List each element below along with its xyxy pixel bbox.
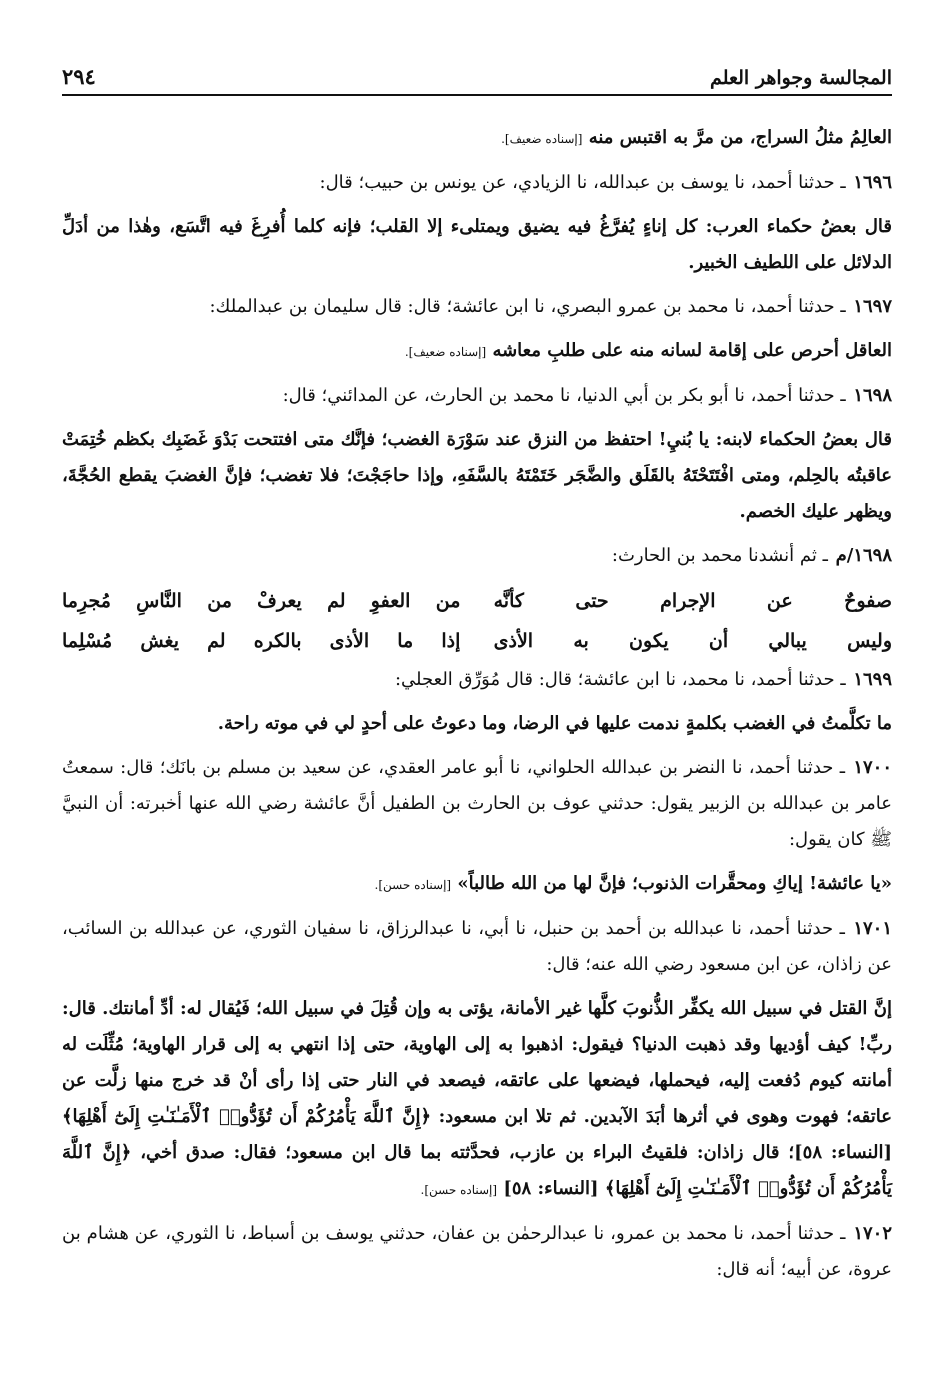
- text-paragraph: قال بعضُ الحكماء لابنه: يا بُنيِ! احتفظ من النزق عند سَوْرَة الغضب؛ فإنَّك متى افتتحت بَدْوَ غَضَبِك بكظم خُتِمَتْ عاقبتُه بالحِلم، ومتى افْتَتَحْتَهُ بالقَلَق والضَّجَر خَتَمْتَهُ بالسَّفَهِ، وإذا حاجَجْتَ؛ فلا تغضب؛ فإنَّ الغضبَ يقطع الحُجَّةَ، ويظهر عليك الخصم.: [62, 429, 892, 522]
- poem-verse: [62, 622, 892, 660]
- text-paragraph: العالِمُ مثلُ السراج، من مرَّ به اقتبس منه [إسناده ضعيف].: [501, 127, 892, 148]
- isnad-note: [إسناده ضعيف].: [404, 345, 487, 359]
- verse-first-hemistich: صفوحٌ عن الإجرام حتى كأنَّه: [493, 590, 892, 612]
- entry-number: ١٦٩٧: [853, 296, 892, 317]
- text-paragraph: العاقل أحرص على إقامة لسانه منه على طلبِ معاشه [إسناده ضعيف].: [404, 340, 892, 361]
- isnad-note: [إسناده ضعيف].: [501, 132, 583, 146]
- hadith-chain: ١٦٩٧ ـ حدثنا أحمد، نا محمد بن عمرو البصري، نا ابن عائشة؛ قال: قال سليمان بن عبدالملك:: [209, 296, 892, 317]
- hadith-chain: ١٦٩٨/م ـ ثم أنشدنا محمد بن الحارث:: [611, 545, 892, 566]
- hadith-chain: ١٦٩٦ ـ حدثنا أحمد، نا يوسف بن عبدالله، نا الزيادي، عن يونس بن حبيب؛ قال:: [319, 172, 892, 193]
- entry-number: ١٦٩٨/م: [835, 545, 892, 566]
- hadith-chain: ١٧٠٢ ـ حدثنا أحمد، نا محمد بن عمرو، نا عبدالرحمٰن بن عفان، حدثني يوسف بن أسباط، نا الثوري، عن هشام بن عروة، عن أبيه؛ أنه قال:: [62, 1223, 892, 1280]
- entry-number: ١٦٩٨: [853, 385, 892, 406]
- text-paragraph: إنَّ القتل في سبيل الله يكفِّر الذُّنوبَ كلَّها غير الأمانة، يؤتى به وإن قُتِلَ في سبيل الله؛ فَيُقال له: أدِّ أمانتك. قال: ربِّ! كيف أؤديها وقد ذهبت الدنيا؟ فيقول: اذهبوا به إلى الهاوية، حتى إذا انتهي به إلى قرار الهاوية؛ مُثِّلَت له أمانته كيوم دُفعت إليه، فيحملها، فيضعها على عاتقه، فيصعد في النار حتى إذا رأى أنْ قد خرج منها زلَّت عن عاتقه؛ فهوت وهوى في أثرها أبَدَ الآبدين. ثم تلا ابن مسعود: ﴿إِنَّ ٱللَّهَ يَأْمُرُكُمْ أَن تُؤَدُّوا۟ ٱلْأَمَـٰنَـٰتِ إِلَىٰٓ أَهْلِهَا﴾ [النساء: ٥٨]؛ قال زاذان: فلقيتُ البراء بن عازب، فحدَّثته بما قال ابن مسعود؛ فقال: صدق أخي، ﴿إِنَّ ٱللَّهَ يَأْمُرُكُمْ أَن تُؤَدُّوا۟ ٱلْأَمَـٰنَـٰتِ إِلَىٰٓ أَهْلِهَا﴾ [النساء: ٥٨] [إسناده حسن].: [62, 998, 892, 1199]
- verse-second-hemistich: من العفوِ لم يعرفْ من النَّاسِ مُجرِما: [62, 590, 461, 612]
- hadith-chain: ١٦٩٨ ـ حدثنا أحمد، نا أبو بكر بن أبي الدنيا، نا محمد بن الحارث، عن المدائني؛ قال:: [282, 385, 892, 406]
- page-header: [62, 56, 892, 96]
- text-paragraph: قال بعضُ حكماء العرب: كل إناءٍ يُفرَّغُ فيه يضيق ويمتلىء إلا القلب؛ فإنه كلما أُفرِغَ فيه اتَّسَع، وهٰذا من أدَلِّ الدلائل على اللطيف الخبير.: [62, 216, 892, 273]
- entry-number: ١٧٠١: [853, 918, 892, 939]
- poem-verse: [62, 582, 892, 620]
- entry-number: ١٦٩٦: [853, 172, 892, 193]
- hadith-chain: ١٧٠١ ـ حدثنا أحمد، نا عبدالله بن أحمد بن حنبل، نا أبي، نا عبدالرزاق، نا سفيان الثوري، عن عبدالله بن السائب، عن زاذان، عن ابن مسعود رضي الله عنه؛ قال:: [62, 918, 892, 975]
- verse-first-hemistich: وليس يبالي أن يكون به الأذى: [493, 630, 892, 652]
- isnad-note: [إسناده حسن].: [420, 1183, 498, 1197]
- hadith-chain: ١٧٠٠ ـ حدثنا أحمد، نا النضر بن عبدالله الحلواني، نا أبو عامر العقدي، عن سعيد بن مسلم بن بانَك؛ قال: سمعتُ عامر بن عبدالله بن الزبير يقول: حدثني عوف بن الحارث بن الطفيل أنَّ عائشة رضي الله عنها أخبرته: أن النبيَّ ﷺ كان يقول:: [62, 757, 892, 850]
- text-paragraph: ما تكلَّمتُ في الغضب بكلمةٍ ندمت عليها في الرضا، وما دعوتُ على أحدٍ لي في موته راحة.: [217, 713, 892, 734]
- hadith-chain: ١٦٩٩ ـ حدثنا أحمد، نا محمد، نا ابن عائشة؛ قال: قال مُوَرِّق العجلي:: [394, 669, 892, 690]
- entry-number: ١٧٠٢: [853, 1223, 892, 1244]
- verse-second-hemistich: إذا ما الأذى بالكره لم يغش مُسْلِما: [62, 630, 461, 652]
- page-body: [62, 120, 892, 1296]
- book-title: المجالسة وجواهر العلم: [710, 67, 892, 89]
- page-number: ٢٩٤: [62, 64, 96, 89]
- entry-number: ١٦٩٩: [853, 669, 892, 690]
- entry-number: ١٧٠٠: [853, 757, 892, 778]
- text-paragraph: «يا عائشة! إياكِ ومحقَّرات الذنوب؛ فإنَّ لها من الله طالباً» [إسناده حسن].: [374, 873, 892, 894]
- isnad-note: [إسناده حسن].: [374, 878, 452, 892]
